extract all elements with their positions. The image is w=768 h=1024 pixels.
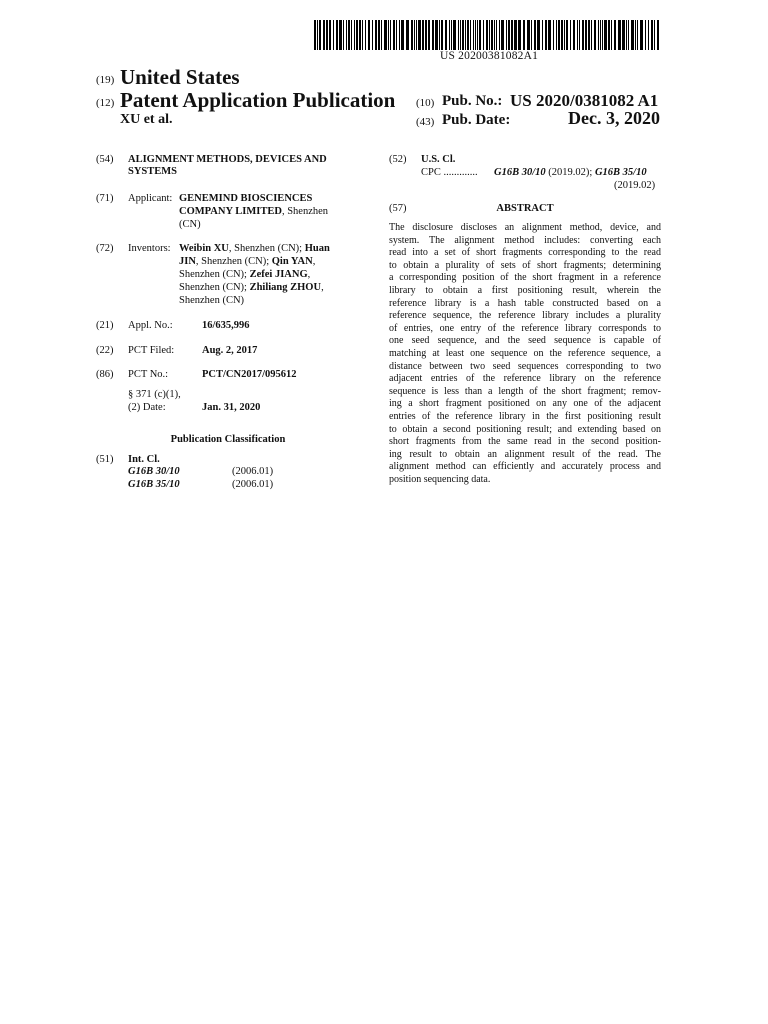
abstract-line: ing result to obtain an alignment result of the read. The [389, 448, 661, 460]
inventors-short: XU et al. [120, 112, 173, 127]
abstract-line: to obtain a second positioning result; and extending based on [389, 423, 661, 435]
abstract-line: to obtain a plurality of sets of short fragments; determining [389, 259, 661, 271]
inventors-line-3: Shenzhen (CN); Zefei JIANG, [179, 269, 311, 280]
applicant-code: (71) [96, 193, 114, 204]
intcl-code-2: G16B 35/10 [128, 479, 180, 490]
code-12: (12) [96, 97, 115, 109]
pct-no-code: (86) [96, 369, 114, 380]
applicant-line-1: GENEMIND BIOSCIENCES [179, 193, 313, 204]
title-code: (54) [96, 154, 114, 165]
title-line-2: SYSTEMS [128, 166, 178, 177]
abstract-line: The disclosure discloses an alignment method, device, and [389, 222, 661, 233]
inventors-line-4: Shenzhen (CN); Zhiliang ZHOU, [179, 282, 324, 293]
pub-date-label: Pub. Date: [442, 112, 511, 128]
pct-filed-code: (22) [96, 345, 114, 356]
abstract-line: position sequencing data. [389, 473, 491, 485]
abstract-line: entries of the reference library in the first positioning result [389, 410, 661, 422]
abstract-line: system. The alignment method includes: converting each [389, 234, 661, 246]
abstract-line: alignment method can efficiently and accurately process and [389, 461, 661, 473]
abstract-line: library to obtain a first positioning result, wherein the [389, 284, 661, 296]
code-10: (10) [416, 97, 435, 109]
s371-line-1: § 371 (c)(1), [128, 389, 181, 400]
abstract-line: matching at least one sequence on the reference sequence, a [389, 347, 661, 359]
s371-value: Jan. 31, 2020 [202, 402, 261, 413]
intcl-version-2: (2006.01) [232, 479, 274, 490]
document-number: US 20200381082A1 [440, 50, 539, 62]
publication-type: Patent Application Publication [120, 88, 396, 112]
pct-filed-value: Aug. 2, 2017 [202, 345, 258, 356]
abstract-line: ing a short fragment positioned on any one of the adjacent [389, 398, 661, 410]
appl-label: Appl. No.: [128, 320, 173, 331]
inventors-code: (72) [96, 243, 114, 254]
s371-line-2: (2) Date: [128, 402, 166, 413]
abstract-line: short fragments from the same read in the second position- [389, 436, 661, 448]
inventors-line-1: Weibin XU, Shenzhen (CN); Huan [179, 243, 330, 254]
cpc-line-2: (2019.02) [614, 180, 656, 191]
applicant-label: Applicant: [128, 193, 173, 204]
cpc-label: CPC ............. [421, 167, 478, 178]
intcl-version-1: (2006.01) [232, 466, 274, 477]
abstract-line: reference sequence, the reference library includes a plurality [389, 310, 661, 322]
abstract-body [389, 222, 661, 486]
abstract-line: read into a set of short fragments corresponding to the read [389, 247, 661, 259]
uscl-code: (52) [389, 154, 407, 165]
pub-class-heading: Publication Classification [170, 434, 286, 445]
pub-no-value: US 2020/0381082 A1 [510, 91, 659, 110]
inventors-label: Inventors: [128, 243, 171, 254]
abstract-line: adjacent entries of the reference library on the reference [389, 373, 661, 385]
appl-value: 16/635,996 [202, 320, 250, 331]
intcl-code: (51) [96, 454, 114, 465]
country-title: United States [120, 65, 240, 89]
title-line-1: ALIGNMENT METHODS, DEVICES AND [128, 154, 327, 165]
applicant-line-2: COMPANY LIMITED, Shenzhen [179, 206, 329, 217]
barcode-image [314, 20, 662, 50]
abstract-code: (57) [389, 203, 407, 214]
pct-no-label: PCT No.: [128, 369, 169, 380]
pct-no-value: PCT/CN2017/095612 [202, 369, 297, 380]
abstract-heading: ABSTRACT [496, 203, 554, 214]
abstract-line: reference library is a hash table constructed based on a [389, 297, 661, 309]
code-19: (19) [96, 74, 115, 86]
pub-date-value: Dec. 3, 2020 [568, 108, 660, 128]
cpc-line-1: G16B 30/10 (2019.02); G16B 35/10 [494, 167, 647, 178]
abstract-line: one seed sequence, and the seed sequence is capable of [389, 335, 661, 347]
abstract-line: distance between two seed sequences corresponding to two [389, 360, 661, 372]
appl-code: (21) [96, 320, 114, 331]
inventors-line-5: Shenzhen (CN) [179, 295, 245, 306]
abstract-line: sequence is less than a length of the short fragment; remov- [389, 385, 661, 397]
intcl-label: Int. Cl. [128, 454, 160, 465]
abstract-line: a corresponding position of the short fragment in a reference [389, 272, 661, 284]
intcl-code-1: G16B 30/10 [128, 466, 180, 477]
pub-no-label: Pub. No.: [442, 93, 503, 109]
inventors-line-2: JIN, Shenzhen (CN); Qin YAN, [179, 256, 316, 267]
uscl-label: U.S. Cl. [421, 154, 456, 165]
abstract-line: of entries, one entry of the reference library corresponds to [389, 322, 661, 334]
applicant-line-3: (CN) [179, 219, 201, 230]
code-43: (43) [416, 116, 435, 128]
pct-filed-label: PCT Filed: [128, 345, 175, 356]
